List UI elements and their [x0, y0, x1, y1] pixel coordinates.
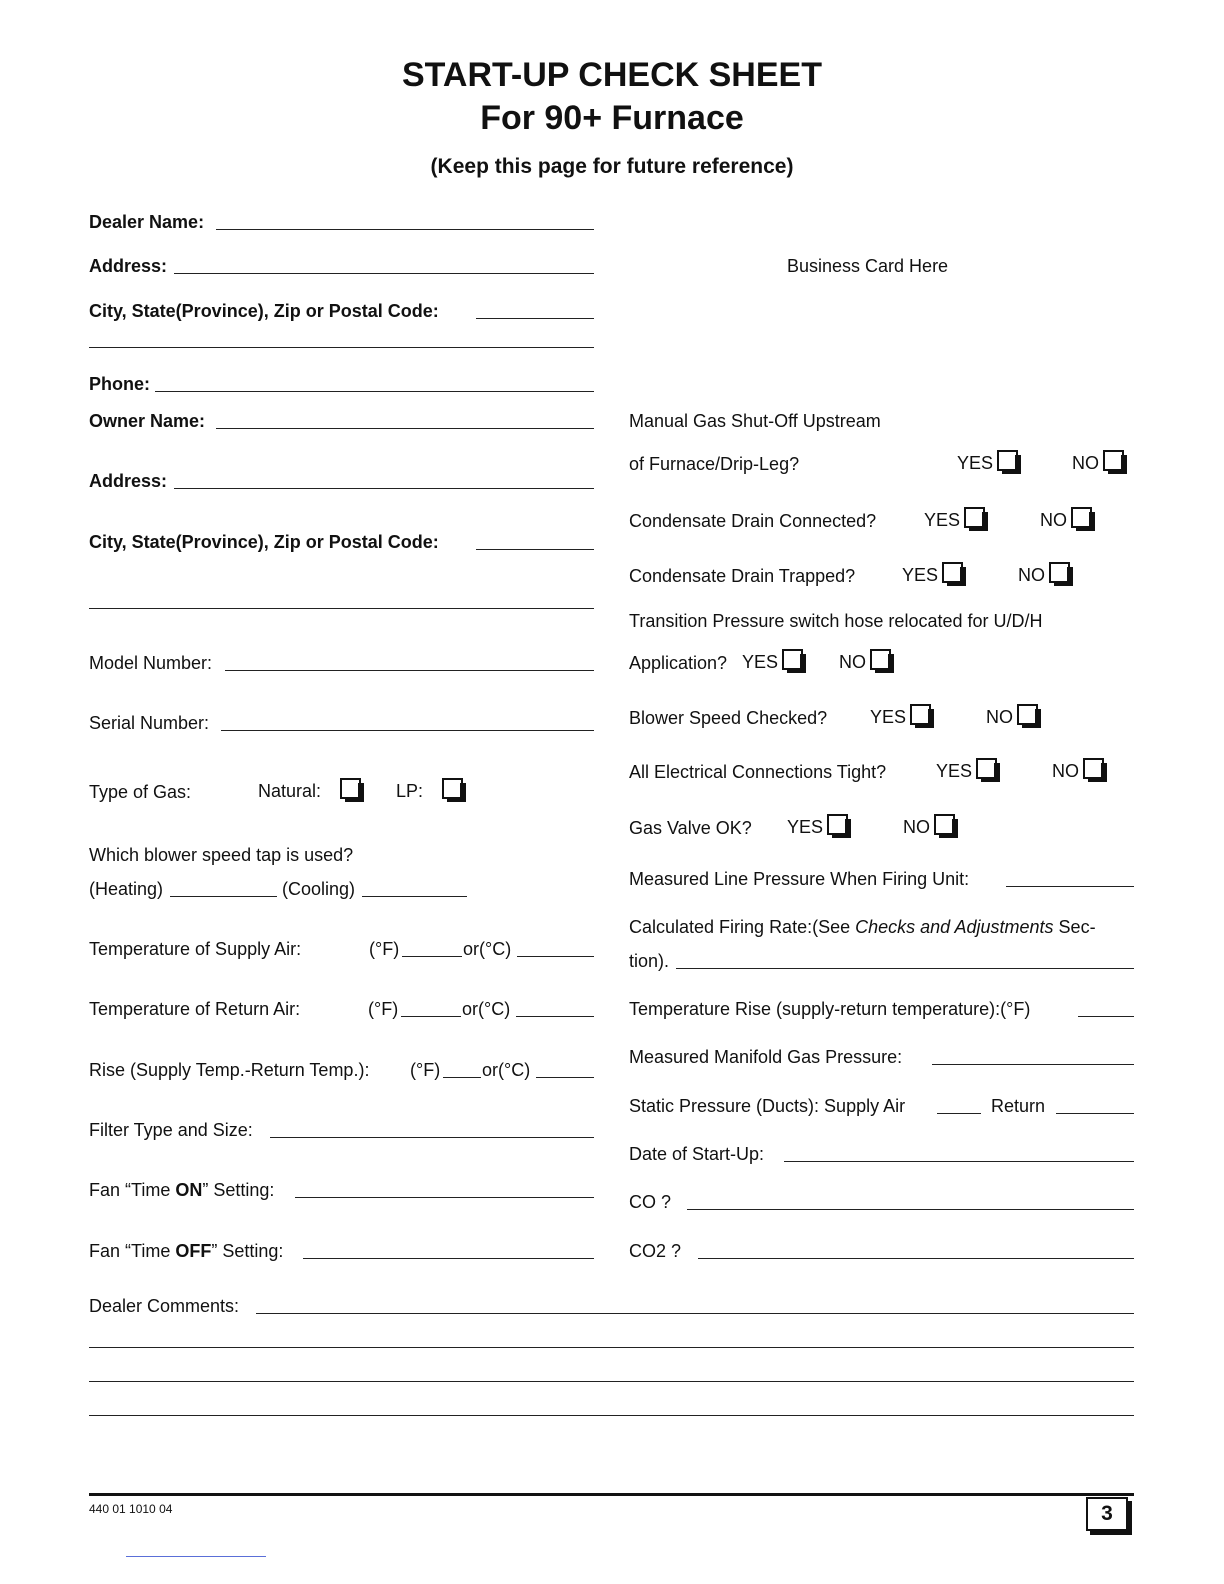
- owner-address-label: Address:: [89, 471, 168, 491]
- drain-connected-no-checkbox[interactable]: [1071, 507, 1092, 528]
- owner-address-field[interactable]: [174, 488, 594, 489]
- heating-label: (Heating): [89, 879, 164, 899]
- footer-link-underline: [126, 1556, 266, 1557]
- owner-name-field[interactable]: [216, 428, 594, 429]
- dealer-name-field[interactable]: [216, 229, 594, 230]
- electrical-yes: YES: [936, 758, 997, 782]
- gas-type-label: Type of Gas:: [89, 782, 192, 802]
- dealer-city-field-2[interactable]: [89, 347, 594, 348]
- drain-trapped-no-checkbox[interactable]: [1049, 562, 1070, 583]
- manifold-field[interactable]: [932, 1064, 1134, 1065]
- dealer-comments-field[interactable]: [256, 1313, 1134, 1314]
- manual-gas-label: Manual Gas Shut-Off Upstream: [629, 411, 881, 431]
- manifold-label: Measured Manifold Gas Pressure:: [629, 1047, 903, 1067]
- gas-valve-yes-checkbox[interactable]: [827, 814, 848, 835]
- page-subtitle: For 90+ Furnace: [480, 99, 744, 137]
- static-supply-field[interactable]: [937, 1113, 981, 1114]
- transition-label: Transition Pressure switch hose relocated for U/D/H: [629, 611, 1043, 631]
- page-number: 3: [1086, 1497, 1128, 1531]
- drain-trapped-label: Condensate Drain Trapped?: [629, 566, 856, 586]
- drain-trapped-yes: YES: [902, 562, 963, 586]
- fan-off-label: Fan “Time OFF” Setting:: [89, 1241, 284, 1261]
- fan-on-field[interactable]: [295, 1197, 594, 1198]
- dealer-city-field[interactable]: [476, 318, 594, 319]
- manual-gas-yes: YES: [957, 450, 1018, 474]
- gas-valve-yes: YES: [787, 814, 848, 838]
- fan-on-label: Fan “Time ON” Setting:: [89, 1180, 275, 1200]
- blower-checked-yes-checkbox[interactable]: [910, 704, 931, 725]
- manual-gas-label-2: of Furnace/Drip-Leg?: [629, 454, 800, 474]
- footer-rule: [89, 1493, 1134, 1496]
- supply-f-label: (°F): [369, 939, 400, 959]
- supply-f-field[interactable]: [402, 956, 462, 957]
- transition-no-checkbox[interactable]: [870, 649, 891, 670]
- gas-valve-label: Gas Valve OK?: [629, 818, 752, 838]
- manual-gas-no-checkbox[interactable]: [1103, 450, 1124, 471]
- serial-number-label: Serial Number:: [89, 713, 210, 733]
- gas-valve-no-checkbox[interactable]: [934, 814, 955, 835]
- static-return-field[interactable]: [1056, 1113, 1134, 1114]
- electrical-label: All Electrical Connections Tight?: [629, 762, 887, 782]
- return-f-field[interactable]: [401, 1016, 461, 1017]
- return-f-label: (°F): [368, 999, 399, 1019]
- return-air-label: Temperature of Return Air:: [89, 999, 301, 1019]
- phone-label: Phone:: [89, 374, 150, 394]
- owner-city-label: City, State(Province), Zip or Postal Code:: [89, 532, 439, 552]
- supply-air-label: Temperature of Supply Air:: [89, 939, 302, 959]
- reference-note: (Keep this page for future reference): [430, 155, 794, 178]
- electrical-no: NO: [1052, 758, 1104, 782]
- rise-label: Rise (Supply Temp.-Return Temp.):: [89, 1060, 370, 1080]
- serial-number-field[interactable]: [221, 730, 594, 731]
- date-field[interactable]: [784, 1161, 1134, 1162]
- temp-rise-label: Temperature Rise (supply-return temperature):(°F): [629, 999, 1031, 1019]
- model-number-label: Model Number:: [89, 653, 213, 673]
- co2-label: CO2 ?: [629, 1241, 682, 1261]
- document-number: 440 01 1010 04: [89, 1502, 173, 1516]
- natural-checkbox[interactable]: [340, 778, 361, 799]
- lp-checkbox[interactable]: [442, 778, 463, 799]
- manual-gas-yes-checkbox[interactable]: [997, 450, 1018, 471]
- owner-name-label: Owner Name:: [89, 411, 206, 431]
- drain-connected-yes-checkbox[interactable]: [964, 507, 985, 528]
- cooling-label: (Cooling): [282, 879, 356, 899]
- natural-label: Natural:: [258, 781, 322, 801]
- blower-tap-label: Which blower speed tap is used?: [89, 845, 354, 865]
- dealer-comments-label: Dealer Comments:: [89, 1296, 240, 1316]
- dealer-address-field[interactable]: [174, 273, 594, 274]
- rise-f-field[interactable]: [443, 1077, 481, 1078]
- return-c-label: or(°C): [462, 999, 511, 1019]
- drain-trapped-no: NO: [1018, 562, 1070, 586]
- owner-city-field[interactable]: [476, 549, 594, 550]
- firing-rate-field[interactable]: [676, 968, 1134, 969]
- filter-label: Filter Type and Size:: [89, 1120, 253, 1140]
- supply-c-label: or(°C): [463, 939, 512, 959]
- rise-c-field[interactable]: [536, 1077, 594, 1078]
- natural-gas-option: [258, 778, 361, 802]
- owner-city-field-2[interactable]: [89, 608, 594, 609]
- manual-gas-no: NO: [1072, 450, 1124, 474]
- drain-connected-yes: YES: [924, 507, 985, 531]
- electrical-yes-checkbox[interactable]: [976, 758, 997, 779]
- drain-trapped-yes-checkbox[interactable]: [942, 562, 963, 583]
- gas-valve-no: NO: [903, 814, 955, 838]
- return-c-field[interactable]: [516, 1016, 594, 1017]
- blower-checked-no: NO: [986, 704, 1038, 728]
- date-label: Date of Start-Up:: [629, 1144, 765, 1164]
- dealer-name-label: Dealer Name:: [89, 212, 205, 232]
- co-field[interactable]: [687, 1209, 1134, 1210]
- dealer-comments-line-2[interactable]: [89, 1347, 1134, 1348]
- drain-connected-label: Condensate Drain Connected?: [629, 511, 877, 531]
- electrical-no-checkbox[interactable]: [1083, 758, 1104, 779]
- dealer-comments-line-3[interactable]: [89, 1381, 1134, 1382]
- dealer-city-label: City, State(Province), Zip or Postal Code:: [89, 301, 439, 321]
- co2-field[interactable]: [698, 1258, 1134, 1259]
- static-return-label: Return: [991, 1096, 1046, 1116]
- filter-field[interactable]: [270, 1137, 594, 1138]
- page-title: START-UP CHECK SHEET: [401, 56, 822, 94]
- heating-field[interactable]: [170, 896, 277, 897]
- static-supply-label: Static Pressure (Ducts): Supply Air: [629, 1096, 906, 1116]
- line-pressure-field[interactable]: [1006, 886, 1134, 887]
- transition-yes-checkbox[interactable]: [782, 649, 803, 670]
- transition-label-2: Application?: [629, 653, 728, 673]
- transition-no: NO: [839, 649, 891, 673]
- supply-c-field[interactable]: [517, 956, 594, 957]
- model-number-field[interactable]: [225, 670, 594, 671]
- lp-label: LP:: [396, 781, 424, 801]
- firing-rate-label-2: tion).: [629, 951, 670, 971]
- lp-gas-option: [396, 778, 463, 802]
- blower-checked-no-checkbox[interactable]: [1017, 704, 1038, 725]
- firing-rate-label: Calculated Firing Rate:(See Checks and Adjustments Sec-: [629, 917, 1096, 937]
- co-label: CO ?: [629, 1192, 672, 1212]
- drain-connected-no: NO: [1040, 507, 1092, 531]
- temp-rise-field[interactable]: [1078, 1016, 1134, 1017]
- blower-checked-label: Blower Speed Checked?: [629, 708, 828, 728]
- line-pressure-label: Measured Line Pressure When Firing Unit:: [629, 869, 970, 889]
- fan-off-field[interactable]: [303, 1258, 594, 1259]
- rise-f-label: (°F): [410, 1060, 441, 1080]
- transition-yes: YES: [742, 649, 803, 673]
- cooling-field[interactable]: [362, 896, 467, 897]
- rise-c-label: or(°C): [482, 1060, 531, 1080]
- blower-checked-yes: YES: [870, 704, 931, 728]
- business-card-area: Business Card Here: [787, 256, 949, 276]
- phone-field[interactable]: [155, 391, 594, 392]
- dealer-comments-line-4[interactable]: [89, 1415, 1134, 1416]
- dealer-address-label: Address:: [89, 256, 168, 276]
